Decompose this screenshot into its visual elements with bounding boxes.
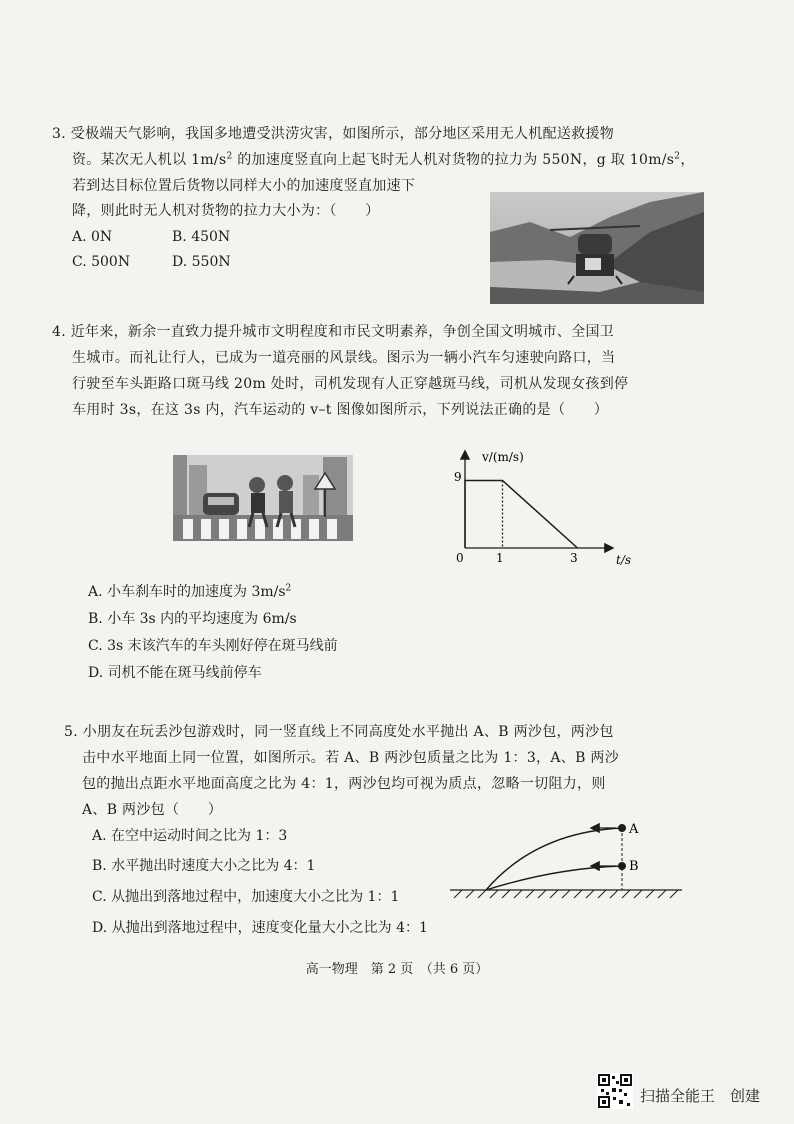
q3-line-4: 降，则此时无人机对货物的拉力大小为：（ ） [72,203,380,219]
velocity-line [465,481,578,549]
qr-code-icon [597,1073,633,1109]
q4-line-4: 车用时 3s，在这 3s 内，汽车运动的 v–t 图像如图所示，下列说法正确的是（ ） [72,402,609,418]
q3-option-b: B. 450N [172,229,231,245]
q4-option-d: D. 司机不能在斑马线前停车 [88,665,262,681]
q5-option-d: D. 从抛出到落地过程中，速度变化量大小之比为 4：1 [92,920,428,936]
q5-option-c: C. 从抛出到落地过程中，加速度大小之比为 1：1 [92,889,400,905]
x-axis-label: t/s [616,553,632,567]
q5-line-2: 击中水平地面上同一位置，如图所示。若 A、B 两沙包质量之比为 1：3，A、B 两沙 [82,750,620,766]
x-tick-3: 3 [570,551,578,565]
ground-hatching [454,890,678,898]
q4-option-c: C. 3s 末该汽车的车头刚好停在斑马线前 [88,638,338,654]
label-a: A [629,822,639,837]
q3-line-3: 若到达目标位置后货物以同样大小的加速度竖直加速下 [72,178,416,194]
q3-line-1: 3. 受极端天气影响，我国多地遭受洪涝灾害，如图所示，部分地区采用无人机配送救援物 [52,126,615,142]
y-tick-9: 9 [454,470,462,484]
trajectory-a [486,828,622,890]
q4-line-2: 生城市。而礼让行人，已成为一道亮丽的风景线。图示为一辆小汽车匀速驶向路口，当 [72,350,616,366]
q4-line-3: 行驶至车头距路口斑马线 20m 处时，司机发现有人正穿越斑马线，司机从发现女孩到停 [72,376,629,392]
scanner-watermark: 扫描全能王 创建 [640,1087,761,1105]
q5-line-4: A、B 两沙包（ ） [82,802,223,818]
q3-option-d: D. 550N [172,254,231,270]
drone-photo [490,192,704,304]
q3-option-a: A. 0N [72,229,113,245]
y-axis-label: v/(m/s) [482,450,524,464]
vt-graph [448,446,632,568]
q3-line-2: 资。某次无人机以 $1m/s^2$ 的加速度竖直向上起飞时无人机对货物的拉力为 550N，g 取 $10m/s^2$， [72,151,695,168]
q4-line-1: 4. 近年来，新余一直致力提升城市文明程度和市民文明素养，争创全国文明城市、全国卫 [52,324,615,340]
x-tick-0: 0 [456,551,464,565]
point-a [618,824,626,832]
q5-option-a: A. 在空中运动时间之比为 1：3 [92,828,288,844]
q5-line-3: 包的抛出点距水平地面高度之比为 4：1，两沙包均可视为质点，忽略一切阻力，则 [82,776,606,792]
x-tick-1: 1 [496,551,504,565]
q5-line-1: 5. 小朋友在玩丢沙包游戏时，同一竖直线上不同高度处水平抛出 A、B 两沙包，两沙包 [64,724,614,740]
q4-option-b: B. 小车 3s 内的平均速度为 6m/s [88,611,297,627]
page-footer: 高一物理 第 2 页 （共 6 页） [305,962,489,977]
q5-option-b: B. 水平抛出时速度大小之比为 4：1 [92,858,316,874]
q3-option-c: C. 500N [72,254,131,270]
q4-option-a: A. 小车刹车时的加速度为 $3m/s^2$ [88,583,292,600]
crosswalk-illustration [173,455,353,541]
label-b: B [629,859,639,874]
projectile-diagram [446,812,686,904]
point-b [618,862,626,870]
